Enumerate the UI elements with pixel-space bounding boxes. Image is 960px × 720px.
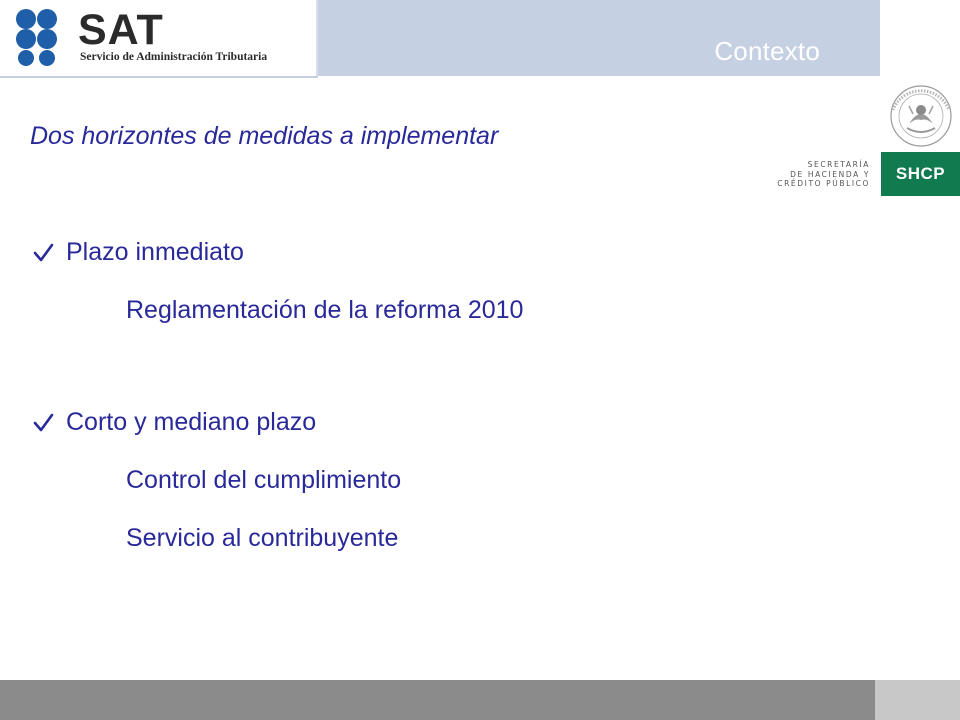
secretaria-line: CRÉDITO PÚBLICO	[777, 179, 870, 188]
sub-item: Control del cumplimiento	[126, 466, 402, 494]
slide-heading: Dos horizontes de medidas a implementar	[30, 122, 499, 150]
shcp-logo: SHCP	[881, 152, 960, 196]
secretaria-line: DE HACIENDA Y	[790, 169, 870, 179]
sat-wordmark: SAT	[78, 6, 164, 54]
sat-dots-icon	[14, 8, 74, 66]
checkmark-icon	[32, 412, 54, 434]
footer-bar	[0, 680, 875, 720]
sat-tagline: Servicio de Administración Tributaria	[80, 51, 268, 63]
secretaria-line: SECRETARÍA	[807, 160, 870, 169]
bullet-label: Plazo inmediato	[66, 238, 244, 266]
sat-logo	[14, 8, 314, 68]
checkmark-icon	[32, 242, 54, 264]
bullet-label: Corto y mediano plazo	[66, 408, 317, 436]
mexican-seal-icon	[889, 84, 953, 148]
slide-section-title: Contexto	[714, 36, 820, 66]
secretaria-text	[770, 160, 870, 189]
bullet-item	[32, 408, 316, 437]
sub-item: Reglamentación de la reforma 2010	[126, 296, 524, 324]
sub-item: Servicio al contribuyente	[126, 524, 399, 552]
bullet-item	[32, 238, 244, 267]
footer-bar-end	[875, 680, 960, 720]
